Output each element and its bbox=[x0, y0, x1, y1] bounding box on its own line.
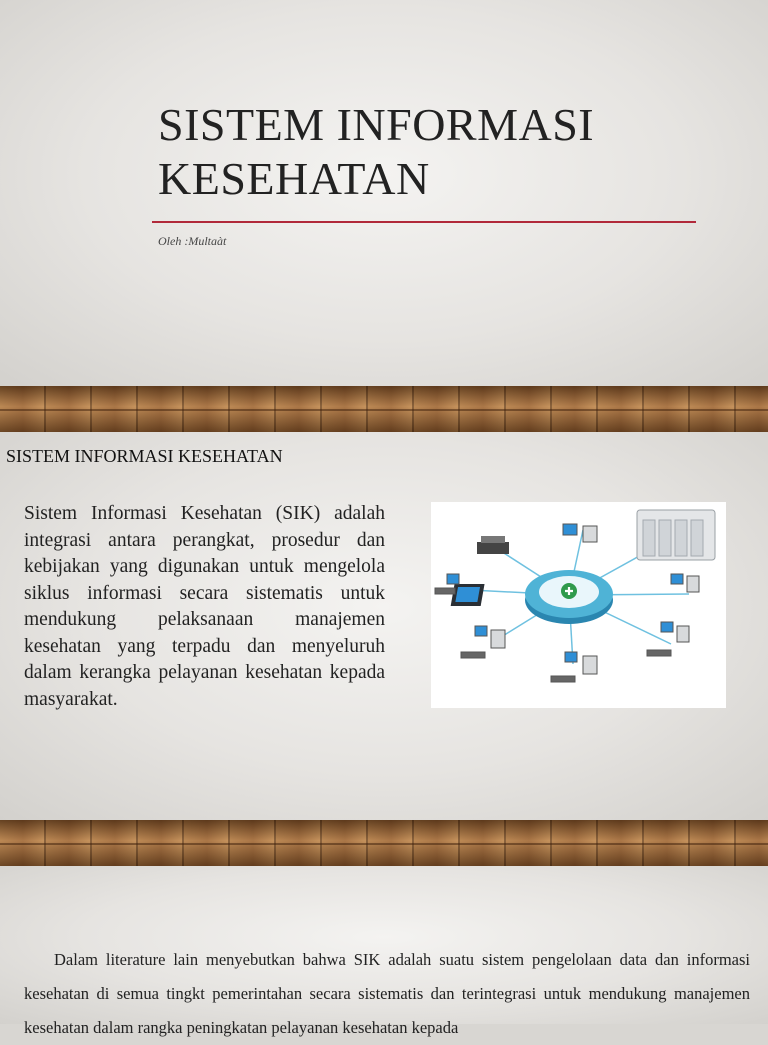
slide-body-text: Sistem Informasi Kesehatan (SIK) adalah integrasi antara perangkat, prosedur dan kebijakan yang digunakan untuk mengelola siklus informasi secara sistematis untuk mendukung pelaksanaan manajemen kesehatan yang terpadu dan menyeluruh dalam kerangka pelayanan kesehatan kepada masyarakat. bbox=[24, 503, 385, 710]
content-slide-3 bbox=[0, 866, 768, 1037]
slide-title bbox=[158, 98, 718, 206]
laptop-icon bbox=[451, 584, 485, 606]
wood-floor-divider bbox=[0, 820, 768, 866]
server-icon bbox=[637, 510, 715, 560]
slide-subtitle: Oleh :Multaàt bbox=[158, 234, 227, 248]
title-slide bbox=[0, 0, 768, 386]
content-slide bbox=[0, 432, 768, 820]
network-diagram-image bbox=[431, 502, 726, 708]
wood-floor-divider bbox=[0, 386, 768, 432]
hub-icon bbox=[525, 570, 613, 624]
title-divider bbox=[152, 221, 696, 223]
slide-heading: SISTEM INFORMASI KESEHATAN bbox=[6, 446, 283, 466]
network-illustration bbox=[431, 502, 726, 708]
slide-title-line1: SISTEM INFORMASI bbox=[158, 99, 595, 150]
printer-icon bbox=[477, 536, 509, 554]
slide-body-text-3: Dalam literature lain menyebutkan bahwa SIK adalah suatu sistem pengelolaan data dan informasi kesehatan di semua tingkt pemerintahan secara sistematis dan terintegrasi untuk mendukung manajemen kesehatan dalam rangka peningkatan pelayanan kesehatan kepada bbox=[24, 950, 750, 1037]
slide-title-line2: KESEHATAN bbox=[158, 153, 430, 204]
